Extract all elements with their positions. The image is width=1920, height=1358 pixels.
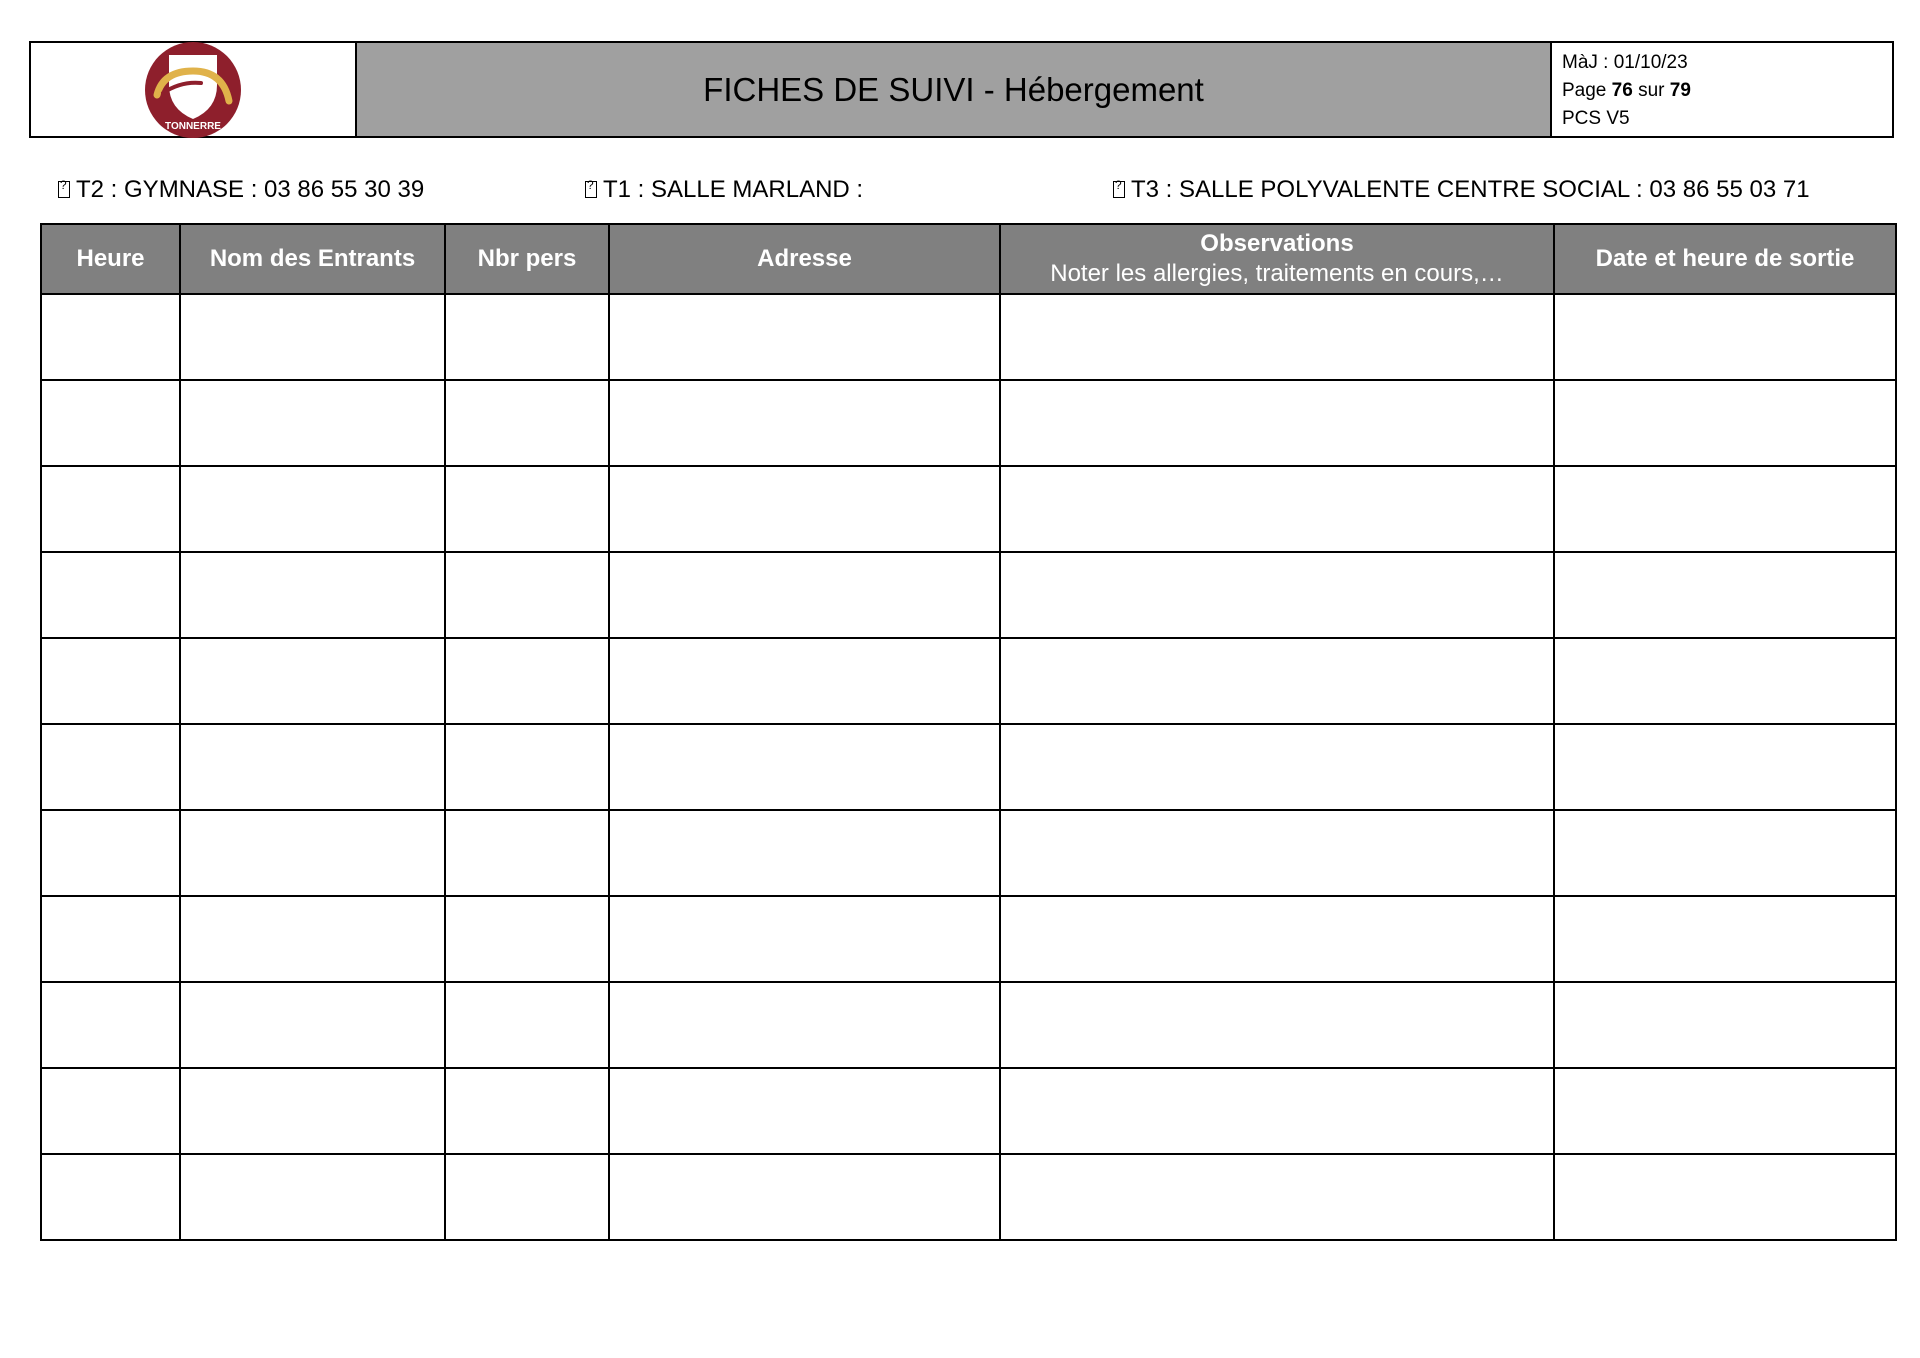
table-cell[interactable] — [180, 982, 445, 1068]
observations-hint: Noter les allergies, traitements en cours,… — [1050, 260, 1504, 287]
missing-glyph-icon — [58, 181, 70, 198]
table-cell[interactable] — [445, 1154, 609, 1240]
table-row — [41, 896, 1896, 982]
table-cell[interactable] — [609, 810, 1000, 896]
column-header-nom: Nom des Entrants — [180, 224, 445, 294]
tonnerre-logo — [141, 41, 245, 139]
table-cell[interactable] — [41, 810, 180, 896]
table-row — [41, 1068, 1896, 1154]
table-cell[interactable] — [180, 810, 445, 896]
table-cell[interactable] — [1000, 294, 1554, 380]
table-cell[interactable] — [445, 294, 609, 380]
column-header-sortie: Date et heure de sortie — [1554, 224, 1896, 294]
table-cell[interactable] — [1000, 466, 1554, 552]
sites-row — [0, 176, 1920, 208]
table-cell[interactable] — [1000, 982, 1554, 1068]
table-row — [41, 380, 1896, 466]
table-row — [41, 638, 1896, 724]
table-row — [41, 982, 1896, 1068]
tracking-table — [40, 223, 1897, 1241]
column-header-nbr: Nbr pers — [445, 224, 609, 294]
table-cell[interactable] — [1000, 638, 1554, 724]
table-cell[interactable] — [445, 552, 609, 638]
document-meta — [1552, 43, 1892, 136]
table-cell[interactable] — [609, 1068, 1000, 1154]
document-title: FICHES DE SUIVI - Hébergement — [357, 43, 1552, 136]
table-cell[interactable] — [180, 466, 445, 552]
table-cell[interactable] — [609, 294, 1000, 380]
table-row — [41, 552, 1896, 638]
table-cell[interactable] — [609, 552, 1000, 638]
table-cell[interactable] — [609, 896, 1000, 982]
table-cell[interactable] — [1554, 982, 1896, 1068]
table-body — [41, 294, 1896, 1240]
table-cell[interactable] — [41, 638, 180, 724]
logo-text: TONNERRE — [165, 120, 221, 132]
table-cell[interactable] — [609, 380, 1000, 466]
table-row — [41, 1154, 1896, 1240]
table-cell[interactable] — [180, 294, 445, 380]
page-current: 76 — [1611, 80, 1633, 101]
table-cell[interactable] — [180, 1068, 445, 1154]
table-cell[interactable] — [1000, 380, 1554, 466]
table-cell[interactable] — [1554, 552, 1896, 638]
missing-glyph-icon — [1113, 181, 1125, 198]
table-cell[interactable] — [41, 380, 180, 466]
table-cell[interactable] — [41, 552, 180, 638]
table-row — [41, 810, 1896, 896]
table-cell[interactable] — [609, 638, 1000, 724]
table-cell[interactable] — [41, 896, 180, 982]
page-total: 79 — [1669, 80, 1691, 101]
column-header-adresse: Adresse — [609, 224, 1000, 294]
table-cell[interactable] — [609, 724, 1000, 810]
table-cell[interactable] — [609, 1154, 1000, 1240]
table-cell[interactable] — [1554, 724, 1896, 810]
table-cell[interactable] — [445, 896, 609, 982]
table-cell[interactable] — [1000, 896, 1554, 982]
document-header — [29, 41, 1894, 138]
table-cell[interactable] — [180, 552, 445, 638]
table-row — [41, 724, 1896, 810]
table-cell[interactable] — [445, 638, 609, 724]
table-cell[interactable] — [1554, 466, 1896, 552]
table-header-row — [41, 224, 1896, 294]
table-cell[interactable] — [445, 466, 609, 552]
table-cell[interactable] — [1000, 552, 1554, 638]
table-cell[interactable] — [445, 724, 609, 810]
update-date: MàJ : 01/10/23 — [1562, 52, 1688, 73]
plan-version: PCS V5 — [1562, 108, 1630, 129]
table-cell[interactable] — [1000, 724, 1554, 810]
table-cell[interactable] — [41, 1068, 180, 1154]
site-t1: ? T1 : SALLE MARLAND : — [585, 176, 863, 204]
table-cell[interactable] — [609, 982, 1000, 1068]
column-header-observations: Observations Noter les allergies, traitements en cours,… — [1000, 224, 1554, 294]
table-cell[interactable] — [180, 638, 445, 724]
table-cell[interactable] — [609, 466, 1000, 552]
table-cell[interactable] — [1554, 896, 1896, 982]
table-cell[interactable] — [41, 724, 180, 810]
table-cell[interactable] — [1554, 1154, 1896, 1240]
table-cell[interactable] — [1000, 1154, 1554, 1240]
table-row — [41, 294, 1896, 380]
table-cell[interactable] — [41, 1154, 180, 1240]
table-cell[interactable] — [1554, 1068, 1896, 1154]
table-cell[interactable] — [180, 896, 445, 982]
table-cell[interactable] — [1554, 810, 1896, 896]
page-number: Page 76 sur 79 — [1562, 80, 1691, 101]
missing-glyph-icon — [585, 181, 597, 198]
table-cell[interactable] — [41, 466, 180, 552]
table-cell[interactable] — [180, 1154, 445, 1240]
table-cell[interactable] — [41, 982, 180, 1068]
site-t2: ?T2 : GYMNASE : 03 86 55 30 39 — [58, 176, 424, 204]
table-cell[interactable] — [180, 380, 445, 466]
table-cell[interactable] — [445, 810, 609, 896]
table-cell[interactable] — [1554, 294, 1896, 380]
table-cell[interactable] — [1554, 638, 1896, 724]
table-cell[interactable] — [445, 1068, 609, 1154]
table-cell[interactable] — [1554, 380, 1896, 466]
table-cell[interactable] — [1000, 810, 1554, 896]
table-cell[interactable] — [445, 982, 609, 1068]
site-t3: ? T3 : SALLE POLYVALENTE CENTRE SOCIAL : 03 86 55 03 71 — [1113, 176, 1810, 204]
table-row — [41, 466, 1896, 552]
table-cell[interactable] — [41, 294, 180, 380]
column-header-heure: Heure — [41, 224, 180, 294]
logo-cell — [31, 43, 357, 136]
table-cell[interactable] — [445, 380, 609, 466]
table-cell[interactable] — [1000, 1068, 1554, 1154]
table-cell[interactable] — [180, 724, 445, 810]
